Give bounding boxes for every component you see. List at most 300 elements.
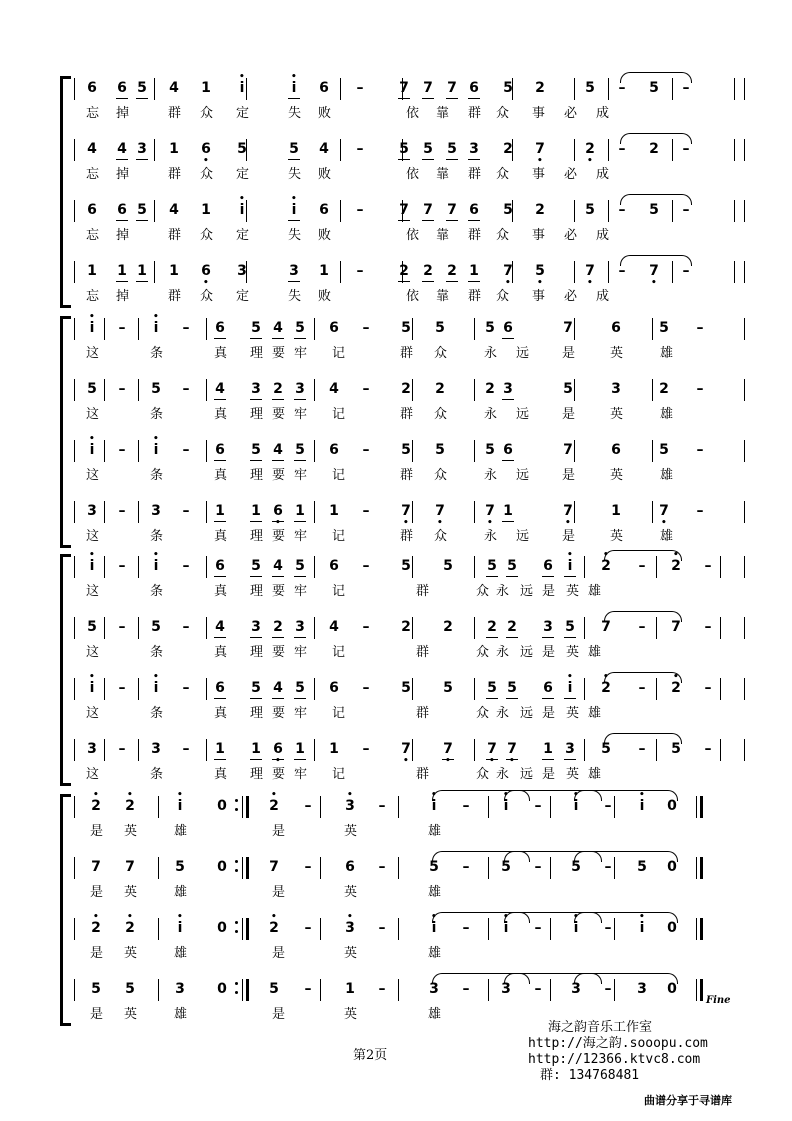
lyric-syllable: 众 bbox=[496, 167, 510, 182]
note-digit: 1 bbox=[215, 741, 225, 757]
lyric-syllable: 必 bbox=[564, 106, 578, 121]
note-digit: 4 bbox=[273, 680, 283, 696]
lyric-syllable: 理 bbox=[250, 584, 264, 599]
lyric-syllable: 英 bbox=[610, 529, 624, 544]
note-row bbox=[76, 672, 742, 704]
lyric-syllable: 英 bbox=[344, 885, 358, 900]
lyric-syllable: 条 bbox=[150, 346, 164, 361]
lyric-syllable: 雄 bbox=[428, 1007, 442, 1022]
lyric-syllable: 掉 bbox=[116, 167, 130, 182]
lyric-syllable: 记 bbox=[332, 346, 346, 361]
note-digit: 1 bbox=[215, 503, 225, 519]
lyric-line bbox=[76, 228, 742, 246]
note-digit: 6 bbox=[503, 442, 513, 458]
watermark: 曲谱分享于寻谱库 bbox=[644, 1094, 732, 1107]
barline bbox=[206, 556, 207, 578]
lyric-syllable: 是 bbox=[90, 885, 104, 900]
dash-extension: – bbox=[118, 320, 126, 336]
note-digit: 5 bbox=[659, 320, 669, 336]
lyric-line bbox=[76, 106, 742, 124]
lyric-syllable: 英 bbox=[610, 468, 624, 483]
lyric-syllable: 记 bbox=[332, 529, 346, 544]
note-digit: 6 bbox=[329, 558, 339, 574]
dash-extension: – bbox=[638, 680, 646, 696]
lyric-syllable: 要 bbox=[272, 346, 286, 361]
dash-extension: – bbox=[682, 263, 690, 279]
barline bbox=[314, 501, 315, 523]
score-system bbox=[62, 550, 742, 794]
barline bbox=[138, 501, 139, 523]
note-digit: 1 bbox=[251, 741, 261, 757]
note-digit: • 6 bbox=[200, 263, 212, 279]
lyric-syllable: 群 bbox=[416, 645, 430, 660]
note-digit: 3 bbox=[637, 981, 647, 997]
note-digit: 1 bbox=[319, 263, 329, 279]
note-digit: 1 bbox=[169, 141, 179, 157]
note-digit: 3 bbox=[251, 619, 261, 635]
barline bbox=[206, 440, 207, 462]
note-digit: 5 bbox=[485, 442, 495, 458]
barline bbox=[74, 617, 75, 639]
note-digit: 2 bbox=[659, 381, 669, 397]
barline bbox=[574, 261, 575, 283]
lyric-syllable: 牢 bbox=[294, 346, 308, 361]
note-digit: • 6 bbox=[272, 503, 284, 519]
note-digit: 5 bbox=[601, 741, 611, 757]
barline bbox=[158, 918, 159, 940]
dash-extension: – bbox=[534, 920, 542, 936]
barline bbox=[246, 139, 247, 161]
lyric-syllable: 败 bbox=[318, 167, 332, 182]
dash-extension: – bbox=[182, 619, 190, 635]
voice-part bbox=[62, 312, 742, 373]
lyric-syllable: 英 bbox=[124, 824, 138, 839]
barline bbox=[206, 617, 207, 639]
repeat-barline bbox=[242, 918, 249, 940]
note-digit: 5 bbox=[237, 141, 247, 157]
dash-extension: – bbox=[462, 859, 470, 875]
lyric-line bbox=[76, 346, 742, 364]
dash-extension: – bbox=[118, 558, 126, 574]
note-digit: • 7 bbox=[400, 503, 412, 519]
note-row bbox=[76, 255, 742, 287]
repeat-dots bbox=[235, 921, 238, 933]
barline bbox=[402, 78, 403, 100]
barline bbox=[104, 678, 105, 700]
barline bbox=[74, 857, 75, 879]
note-digit: 5 bbox=[487, 680, 497, 696]
barline bbox=[412, 617, 413, 639]
dash-extension: – bbox=[356, 80, 364, 96]
dash-extension: – bbox=[362, 381, 370, 397]
barline bbox=[320, 918, 321, 940]
lyric-syllable: 雄 bbox=[428, 824, 442, 839]
lyric-syllable: 事 bbox=[532, 228, 546, 243]
note-digit: 6 bbox=[503, 320, 513, 336]
note-digit: 7 bbox=[447, 202, 457, 218]
barline bbox=[320, 857, 321, 879]
note-digit: • i bbox=[236, 80, 248, 96]
lyric-syllable: 英 bbox=[566, 645, 580, 660]
dash-extension: – bbox=[682, 202, 690, 218]
note-digit: 2 bbox=[401, 381, 411, 397]
tie-arc bbox=[604, 550, 682, 561]
note-digit: • i bbox=[636, 798, 648, 814]
lyric-syllable: 雄 bbox=[660, 529, 674, 544]
lyric-syllable: 要 bbox=[272, 529, 286, 544]
note-digit: 5 bbox=[659, 442, 669, 458]
dash-extension: – bbox=[362, 320, 370, 336]
lyric-syllable: 英 bbox=[124, 1007, 138, 1022]
barline bbox=[652, 379, 653, 401]
note-digit: 1 bbox=[329, 503, 339, 519]
barline bbox=[246, 261, 247, 283]
lyric-syllable: 永 bbox=[496, 706, 510, 721]
note-digit: • 2 bbox=[584, 141, 596, 157]
lyric-syllable: 条 bbox=[150, 468, 164, 483]
dash-extension: – bbox=[182, 320, 190, 336]
dash-extension: – bbox=[362, 619, 370, 635]
barline bbox=[744, 678, 745, 700]
barline bbox=[154, 139, 155, 161]
note-digit: 5 bbox=[565, 619, 575, 635]
tie-arc bbox=[604, 733, 682, 744]
lyric-syllable: 忘 bbox=[86, 289, 100, 304]
note-digit: 5 bbox=[571, 859, 581, 875]
note-digit: • 7 bbox=[400, 741, 412, 757]
lyric-syllable: 雄 bbox=[660, 407, 674, 422]
barline bbox=[206, 501, 207, 523]
dash-extension: – bbox=[604, 859, 612, 875]
lyric-syllable: 真 bbox=[214, 346, 228, 361]
lyric-syllable: 群 bbox=[400, 346, 414, 361]
tie-arc bbox=[574, 851, 678, 862]
lyric-syllable: 雄 bbox=[660, 468, 674, 483]
barline bbox=[402, 200, 403, 222]
lyric-syllable: 真 bbox=[214, 767, 228, 782]
lyric-syllable: 这 bbox=[86, 645, 100, 660]
lyric-syllable: 雄 bbox=[174, 1007, 188, 1022]
rest-note: 0 bbox=[217, 981, 227, 997]
dash-extension: – bbox=[378, 859, 386, 875]
lyric-syllable: 是 bbox=[272, 885, 286, 900]
barline bbox=[608, 78, 609, 100]
lyric-syllable: 英 bbox=[344, 1007, 358, 1022]
barline bbox=[412, 440, 413, 462]
note-digit: • 2 bbox=[124, 920, 136, 936]
barline bbox=[474, 739, 475, 761]
barline bbox=[474, 501, 475, 523]
note-digit: 5 bbox=[649, 80, 659, 96]
note-digit: 5 bbox=[289, 141, 299, 157]
voice-part bbox=[62, 72, 742, 133]
barline bbox=[574, 139, 575, 161]
note-digit: 6 bbox=[215, 680, 225, 696]
lyric-syllable: 群 bbox=[168, 228, 182, 243]
note-digit: 7 bbox=[601, 619, 611, 635]
barline bbox=[104, 318, 105, 340]
barline bbox=[158, 857, 159, 879]
lyric-syllable: 英 bbox=[610, 346, 624, 361]
barline bbox=[320, 979, 321, 1001]
dash-extension: – bbox=[118, 381, 126, 397]
note-digit: 4 bbox=[273, 558, 283, 574]
note-digit: 2 bbox=[273, 619, 283, 635]
note-digit: 2 bbox=[485, 381, 495, 397]
barline bbox=[314, 617, 315, 639]
lyric-syllable: 牢 bbox=[294, 706, 308, 721]
barline bbox=[138, 678, 139, 700]
lyric-syllable: 群 bbox=[400, 468, 414, 483]
dash-extension: – bbox=[362, 680, 370, 696]
dash-extension: – bbox=[704, 741, 712, 757]
tie-arc bbox=[574, 912, 678, 923]
note-digit: 5 bbox=[637, 859, 647, 875]
note-digit: 1 bbox=[611, 503, 621, 519]
dash-extension: – bbox=[604, 798, 612, 814]
note-digit: 3 bbox=[137, 141, 147, 157]
barline bbox=[574, 501, 575, 523]
barline bbox=[402, 261, 403, 283]
lyric-syllable: 理 bbox=[250, 407, 264, 422]
lyric-syllable: 事 bbox=[532, 167, 546, 182]
note-digit: • 6 bbox=[272, 741, 284, 757]
note-digit: 4 bbox=[319, 141, 329, 157]
lyric-syllable: 英 bbox=[124, 885, 138, 900]
lyric-syllable: 要 bbox=[272, 407, 286, 422]
barline bbox=[314, 440, 315, 462]
lyric-syllable: 众 bbox=[476, 584, 490, 599]
barline bbox=[104, 617, 105, 639]
lyric-syllable: 群 bbox=[416, 706, 430, 721]
lyric-syllable: 要 bbox=[272, 584, 286, 599]
lyric-syllable: 群 bbox=[400, 407, 414, 422]
barline bbox=[340, 261, 341, 283]
dash-extension: – bbox=[534, 859, 542, 875]
note-digit: 2 bbox=[399, 263, 409, 279]
dash-extension: – bbox=[182, 680, 190, 696]
dash-extension: – bbox=[356, 263, 364, 279]
note-digit: • i bbox=[570, 920, 582, 936]
lyric-syllable: 是 bbox=[542, 645, 556, 660]
barline bbox=[74, 440, 75, 462]
lyric-syllable: 雄 bbox=[174, 946, 188, 961]
barline bbox=[74, 200, 75, 222]
lyric-syllable: 真 bbox=[214, 584, 228, 599]
dash-extension: – bbox=[118, 619, 126, 635]
lyric-syllable: 远 bbox=[516, 346, 530, 361]
barline bbox=[512, 261, 513, 283]
lyric-syllable: 是 bbox=[562, 529, 576, 544]
dash-extension: – bbox=[638, 619, 646, 635]
barline bbox=[720, 556, 721, 578]
note-row bbox=[76, 550, 742, 582]
note-row bbox=[76, 611, 742, 643]
note-digit: 4 bbox=[87, 141, 97, 157]
barline bbox=[584, 617, 585, 639]
note-digit: 6 bbox=[611, 320, 621, 336]
note-digit: • i bbox=[86, 442, 98, 458]
note-digit: 5 bbox=[137, 202, 147, 218]
dash-extension: – bbox=[378, 920, 386, 936]
dash-extension: – bbox=[362, 558, 370, 574]
note-digit: 4 bbox=[117, 141, 127, 157]
dash-extension: – bbox=[118, 442, 126, 458]
barline bbox=[412, 501, 413, 523]
note-digit: • i bbox=[564, 558, 576, 574]
barline bbox=[74, 739, 75, 761]
lyric-syllable: 理 bbox=[250, 767, 264, 782]
voice-part bbox=[62, 733, 742, 794]
lyric-syllable: 牢 bbox=[294, 767, 308, 782]
barline bbox=[474, 318, 475, 340]
tie-arc bbox=[574, 790, 678, 801]
barline bbox=[398, 796, 399, 818]
dash-extension: – bbox=[638, 741, 646, 757]
note-digit: • 2 bbox=[600, 558, 612, 574]
lyric-line bbox=[76, 529, 742, 547]
lyric-syllable: 条 bbox=[150, 407, 164, 422]
barline bbox=[744, 200, 745, 222]
lyric-syllable: 真 bbox=[214, 529, 228, 544]
barline bbox=[158, 979, 159, 1001]
lyric-syllable: 雄 bbox=[428, 946, 442, 961]
barline bbox=[652, 501, 653, 523]
note-digit: • 3 bbox=[344, 798, 356, 814]
lyric-syllable: 群 bbox=[168, 106, 182, 121]
lyric-syllable: 成 bbox=[596, 289, 610, 304]
barline bbox=[314, 678, 315, 700]
note-digit: 2 bbox=[649, 141, 659, 157]
lyric-syllable: 记 bbox=[332, 767, 346, 782]
note-digit: 3 bbox=[469, 141, 479, 157]
lyric-syllable: 是 bbox=[562, 346, 576, 361]
note-digit: 6 bbox=[329, 320, 339, 336]
studio-credit bbox=[528, 1020, 708, 1084]
lyric-syllable: 远 bbox=[516, 407, 530, 422]
note-digit: 5 bbox=[295, 320, 305, 336]
barline bbox=[734, 200, 735, 222]
studio-url-1: http://海之韵.sooopu.com bbox=[528, 1036, 708, 1051]
lyric-syllable: 掉 bbox=[116, 106, 130, 121]
repeat-dots bbox=[235, 860, 238, 872]
lyric-syllable: 这 bbox=[86, 529, 100, 544]
barline bbox=[402, 139, 403, 161]
note-digit: 6 bbox=[329, 442, 339, 458]
barline bbox=[206, 678, 207, 700]
barline bbox=[74, 501, 75, 523]
lyric-syllable: 必 bbox=[564, 228, 578, 243]
note-digit: 6 bbox=[215, 558, 225, 574]
lyric-syllable: 是 bbox=[272, 1007, 286, 1022]
barline bbox=[744, 379, 745, 401]
rest-note: 0 bbox=[667, 798, 677, 814]
note-digit: 5 bbox=[429, 859, 439, 875]
lyric-syllable: 真 bbox=[214, 706, 228, 721]
note-digit: 6 bbox=[543, 680, 553, 696]
note-digit: 2 bbox=[507, 619, 517, 635]
lyric-syllable: 要 bbox=[272, 706, 286, 721]
note-digit: • i bbox=[428, 798, 440, 814]
barline bbox=[340, 78, 341, 100]
lyric-syllable: 是 bbox=[562, 407, 576, 422]
note-digit: 3 bbox=[571, 981, 581, 997]
note-digit: 3 bbox=[501, 981, 511, 997]
barline bbox=[608, 261, 609, 283]
final-barline bbox=[696, 796, 703, 818]
voice-part bbox=[62, 790, 742, 851]
barline bbox=[720, 678, 721, 700]
barline bbox=[474, 678, 475, 700]
note-digit: • 7 bbox=[486, 741, 498, 757]
note-digit: 5 bbox=[503, 202, 513, 218]
lyric-syllable: 群 bbox=[168, 289, 182, 304]
note-digit: 6 bbox=[329, 680, 339, 696]
barline bbox=[74, 261, 75, 283]
dash-extension: – bbox=[696, 442, 704, 458]
lyric-syllable: 记 bbox=[332, 645, 346, 660]
note-digit: 3 bbox=[289, 263, 299, 279]
barline bbox=[584, 739, 585, 761]
lyric-line bbox=[76, 289, 742, 307]
note-digit: 3 bbox=[151, 741, 161, 757]
lyric-syllable: 定 bbox=[236, 106, 250, 121]
note-digit: • i bbox=[150, 442, 162, 458]
note-digit: 5 bbox=[501, 859, 511, 875]
barline bbox=[652, 318, 653, 340]
barline bbox=[246, 200, 247, 222]
note-row bbox=[76, 194, 742, 226]
note-digit: 5 bbox=[87, 619, 97, 635]
note-digit: • 7 bbox=[502, 263, 514, 279]
note-digit: 3 bbox=[543, 619, 553, 635]
repeat-dots bbox=[235, 799, 238, 811]
lyric-syllable: 失 bbox=[288, 289, 302, 304]
repeat-barline bbox=[242, 979, 249, 1001]
note-digit: 1 bbox=[469, 263, 479, 279]
lyric-syllable: 众 bbox=[476, 706, 490, 721]
barline bbox=[74, 318, 75, 340]
barline bbox=[246, 78, 247, 100]
note-digit: • i bbox=[636, 920, 648, 936]
note-digit: 5 bbox=[443, 558, 453, 574]
lyric-syllable: 牢 bbox=[294, 407, 308, 422]
lyric-syllable: 是 bbox=[542, 706, 556, 721]
note-digit: 2 bbox=[447, 263, 457, 279]
lyric-syllable: 是 bbox=[90, 824, 104, 839]
dash-extension: – bbox=[356, 141, 364, 157]
barline bbox=[398, 857, 399, 879]
note-digit: 5 bbox=[87, 381, 97, 397]
dash-extension: – bbox=[118, 741, 126, 757]
note-digit: 6 bbox=[611, 442, 621, 458]
note-digit: 5 bbox=[585, 202, 595, 218]
lyric-syllable: 远 bbox=[520, 584, 534, 599]
lyric-syllable: 理 bbox=[250, 645, 264, 660]
note-digit: 7 bbox=[563, 320, 573, 336]
barline bbox=[314, 556, 315, 578]
barline bbox=[398, 979, 399, 1001]
lyric-syllable: 这 bbox=[86, 468, 100, 483]
note-digit: 2 bbox=[423, 263, 433, 279]
note-row bbox=[76, 434, 742, 466]
lyric-syllable: 远 bbox=[520, 645, 534, 660]
note-digit: 6 bbox=[87, 80, 97, 96]
lyric-syllable: 众 bbox=[200, 106, 214, 121]
note-digit: 5 bbox=[507, 558, 517, 574]
dash-extension: – bbox=[304, 859, 312, 875]
note-digit: 5 bbox=[295, 680, 305, 696]
